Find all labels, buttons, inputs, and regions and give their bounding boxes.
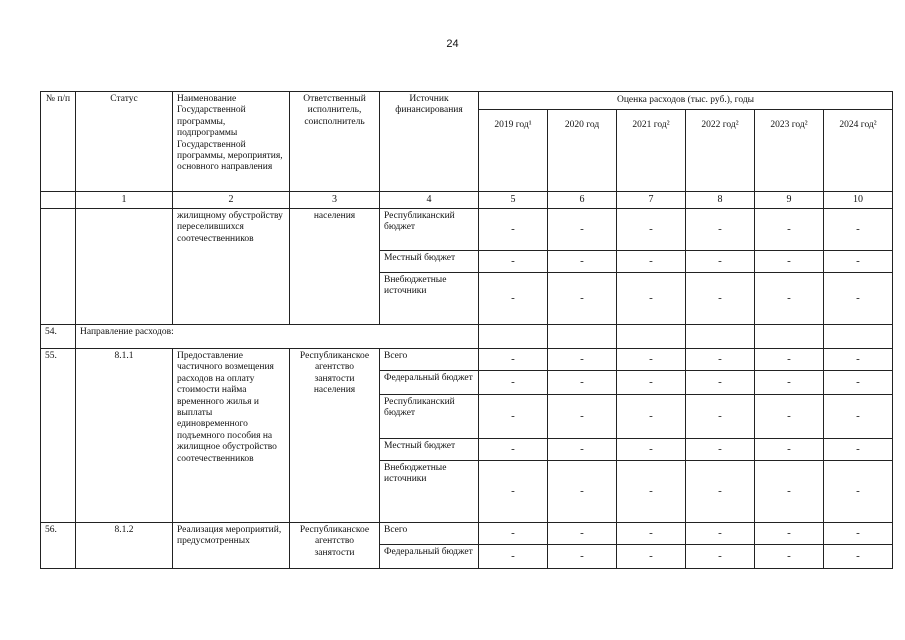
empty-cell: [755, 325, 824, 349]
expense-value: -: [617, 461, 686, 523]
expense-value: -: [548, 371, 617, 395]
column-number: 7: [617, 192, 686, 209]
column-number: 10: [824, 192, 893, 209]
row-executor: Республиканское агентство занятости: [290, 523, 380, 569]
direction-row: [41, 325, 893, 349]
expense-value: -: [755, 545, 824, 569]
column-number: 9: [755, 192, 824, 209]
expense-value: -: [479, 461, 548, 523]
row-name: Реализация мероприятий, предусмотренных: [173, 523, 290, 569]
expense-value: -: [548, 439, 617, 461]
expense-value: -: [479, 273, 548, 325]
expense-value: -: [479, 209, 548, 251]
expense-value: -: [617, 523, 686, 545]
expense-value: -: [548, 349, 617, 371]
table-header-row: [41, 92, 893, 110]
expense-value: -: [548, 251, 617, 273]
funding-source: Республиканский бюджет: [380, 395, 479, 439]
row-executor: населения: [290, 209, 380, 325]
column-number: 8: [686, 192, 755, 209]
column-number: 1: [76, 192, 173, 209]
funding-source: Федеральный бюджет: [380, 545, 479, 569]
funding-source: Местный бюджет: [380, 439, 479, 461]
expense-value: -: [686, 273, 755, 325]
expense-value: -: [824, 209, 893, 251]
empty-cell: [617, 325, 686, 349]
expense-value: -: [686, 209, 755, 251]
row-number: 56.: [41, 523, 76, 569]
row-status: 8.1.2: [76, 523, 173, 569]
column-number: 4: [380, 192, 479, 209]
expense-value: -: [479, 251, 548, 273]
expense-value: -: [617, 349, 686, 371]
column-number: 2: [173, 192, 290, 209]
expense-value: -: [824, 439, 893, 461]
expense-value: -: [479, 371, 548, 395]
expense-value: -: [686, 395, 755, 439]
expense-value: -: [548, 545, 617, 569]
expense-value: -: [479, 395, 548, 439]
item-row: [41, 523, 893, 545]
expense-value: -: [479, 545, 548, 569]
expense-value: -: [824, 251, 893, 273]
column-number: 6: [548, 192, 617, 209]
expense-value: -: [824, 273, 893, 325]
header-year: 2021 год²: [617, 110, 686, 192]
expense-value: -: [617, 439, 686, 461]
expense-value: -: [686, 251, 755, 273]
continuation-row: [41, 209, 893, 251]
empty-cell: [824, 325, 893, 349]
expense-value: -: [548, 461, 617, 523]
header-year: 2020 год: [548, 110, 617, 192]
expense-value: -: [686, 349, 755, 371]
expense-value: -: [824, 523, 893, 545]
row-status: 8.1.1: [76, 349, 173, 523]
expense-value: -: [755, 371, 824, 395]
expense-value: -: [824, 395, 893, 439]
funding-source: Всего: [380, 349, 479, 371]
expense-value: -: [548, 523, 617, 545]
item-row: [41, 349, 893, 371]
empty-cell: [548, 325, 617, 349]
expense-value: -: [755, 395, 824, 439]
direction-number: 54.: [41, 325, 76, 349]
expense-value: -: [824, 461, 893, 523]
expense-value: -: [548, 395, 617, 439]
header-status: Статус: [76, 92, 173, 192]
empty-cell: [479, 325, 548, 349]
expense-value: -: [617, 395, 686, 439]
expense-value: -: [755, 349, 824, 371]
expense-value: -: [824, 545, 893, 569]
column-number: 3: [290, 192, 380, 209]
expense-value: -: [617, 273, 686, 325]
row-executor: Республиканское агентство занятости населения: [290, 349, 380, 523]
expense-value: -: [479, 523, 548, 545]
row-status: [76, 209, 173, 325]
row-number: [41, 209, 76, 325]
expense-value: -: [479, 349, 548, 371]
header-year: 2019 год¹: [479, 110, 548, 192]
expense-value: -: [755, 251, 824, 273]
funding-source: Местный бюджет: [380, 251, 479, 273]
expense-value: -: [617, 371, 686, 395]
expense-value: -: [824, 371, 893, 395]
row-number: 55.: [41, 349, 76, 523]
funding-source: Внебюджетные источники: [380, 461, 479, 523]
expense-value: -: [755, 461, 824, 523]
header-no: № п/п: [41, 92, 76, 192]
funding-source: Внебюджетные источники: [380, 273, 479, 325]
funding-source: Всего: [380, 523, 479, 545]
expense-value: -: [548, 273, 617, 325]
expense-value: -: [755, 273, 824, 325]
expense-value: -: [686, 461, 755, 523]
expense-value: -: [824, 349, 893, 371]
expense-value: -: [686, 439, 755, 461]
header-estimate: Оценка расходов (тыс. руб.), годы: [479, 92, 893, 110]
header-name: Наименование Государственной программы, подпрограммы Государственной программы, мероприятия, основного направления: [173, 92, 290, 192]
column-number: 5: [479, 192, 548, 209]
expense-value: -: [617, 251, 686, 273]
header-year: 2024 год²: [824, 110, 893, 192]
expense-value: -: [617, 545, 686, 569]
funding-source: Республиканский бюджет: [380, 209, 479, 251]
expense-value: -: [755, 209, 824, 251]
column-number-blank: [41, 192, 76, 209]
expense-value: -: [686, 545, 755, 569]
header-source: Источник финансирования: [380, 92, 479, 192]
header-year: 2022 год²: [686, 110, 755, 192]
direction-label: Направление расходов:: [76, 325, 479, 349]
expense-value: -: [755, 439, 824, 461]
expense-value: -: [479, 439, 548, 461]
expense-value: -: [686, 371, 755, 395]
header-year: 2023 год²: [755, 110, 824, 192]
expense-value: -: [686, 523, 755, 545]
budget-table: [40, 91, 893, 569]
page-number: 24: [446, 38, 459, 50]
column-number-row: [41, 192, 893, 209]
expense-value: -: [548, 209, 617, 251]
expense-value: -: [617, 209, 686, 251]
empty-cell: [686, 325, 755, 349]
row-name: жилищному обустройству переселившихся соотечественников: [173, 209, 290, 325]
row-name: Предоставление частичного возмещения расходов на оплату стоимости найма временного жилья и выплаты единовременного подъемного пособия на жилищное обустройство соотечественников: [173, 349, 290, 523]
funding-source: Федеральный бюджет: [380, 371, 479, 395]
header-executor: Ответственный исполнитель, соисполнитель: [290, 92, 380, 192]
expense-value: -: [755, 523, 824, 545]
